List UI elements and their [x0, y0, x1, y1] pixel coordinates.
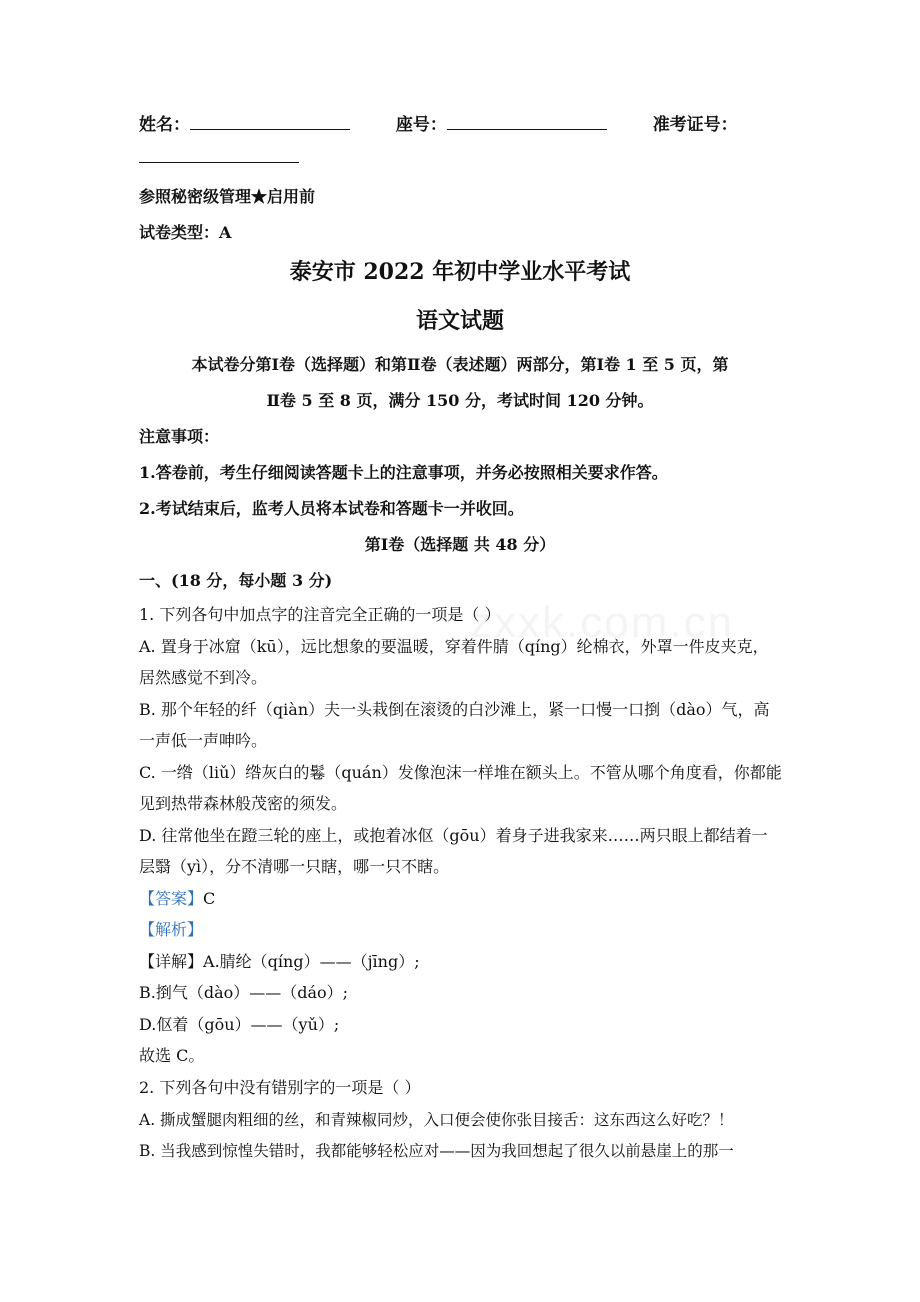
answer-value: C: [203, 889, 216, 908]
exam-id-blank: [139, 146, 299, 163]
q1-option-b-1: B. 那个年轻的纤（qiàn）夫一头栽倒在滚烫的白沙滩上，紧一口慢一口捯（dào）气，高: [139, 700, 770, 719]
q1-stem: 1. 下列各句中加点字的注音完全正确的一项是（ ）: [139, 605, 501, 624]
q1-answer-row: [139, 888, 781, 910]
analysis-tag: 【解析】: [139, 920, 204, 939]
detail-row: [139, 951, 781, 973]
notes-heading: 注意事项：: [139, 427, 220, 446]
intro-line-2: Ⅱ卷 5 至 8 页，满分 150 分，考试时间 120 分钟。: [266, 391, 654, 410]
exam-subtitle: 语文试题: [415, 308, 504, 334]
notes-item-2: 2.考试结束后，监考人员将本试卷和答题卡一并收回。: [139, 499, 524, 518]
exam-id-row: [139, 146, 781, 169]
q1-option-d-2: 层翳（yì），分不清哪一只瞎，哪一只不瞎。: [139, 857, 450, 876]
q2-stem: 2. 下列各句中没有错别字的一项是（ ）: [139, 1078, 421, 1097]
q1-option-b-2: 一声低一声呻吟。: [139, 731, 268, 750]
q1-option-d-1: D. 往常他坐在蹬三轮的座上，或抱着冰伛（gōu）着身子进我家来……两只眼上都结着一: [139, 826, 768, 845]
section-title: 第Ⅰ卷（选择题 共 48 分）: [364, 535, 556, 554]
q1-option-c-2: 见到热带森林般茂密的须发。: [139, 794, 348, 813]
detail-line-2: B.捯气（dào）——（dáo）;: [139, 983, 349, 1002]
student-info-row: [139, 113, 781, 136]
intro-line-1: 本试卷分第Ⅰ卷（选择题）和第Ⅱ卷（表述题）两部分，第Ⅰ卷 1 至 5 页，第: [191, 355, 729, 374]
q1-option-a-1: A. 置身于冰窟（kū），远比想象的要温暖，穿着件腈（qíng）纶棉衣，外罩一件皮夹克，: [139, 637, 769, 656]
name-label: 姓名：: [139, 115, 190, 135]
answer-tag: 【答案】: [139, 889, 204, 908]
seat-blank: [447, 113, 607, 130]
q1-option-a-2: 居然感觉不到冷。: [139, 668, 268, 687]
q1-conclusion: 故选 C。: [139, 1046, 205, 1065]
confidential-note: 参照秘密级管理★启用前: [139, 187, 316, 206]
seat-label: 座号：: [395, 115, 447, 135]
exam-id-label: 准考证号：: [652, 115, 738, 135]
q2-option-b: B. 当我感到惊惶失错时，我都能够轻松应对——因为我回想起了很久以前悬崖上的那一: [139, 1142, 734, 1160]
name-blank: [190, 113, 350, 130]
paper-type: 试卷类型：A: [139, 223, 232, 242]
watermark: zxxk.com.cn: [470, 598, 735, 647]
q1-option-c-1: C. 一绺（liǔ）绺灰白的鬈（quán）发像泡沫一样堆在额头上。不管从哪个角度看，你都能: [139, 763, 782, 782]
notes-item-1: 1.答卷前，考生仔细阅读答题卡上的注意事项，并务必按照相关要求作答。: [139, 463, 668, 482]
q2-option-a: A. 撕成蟹腿肉粗细的丝，和青辣椒同炒，入口便会使你张目接舌：这东西这么好吃？！: [139, 1111, 734, 1129]
detail-tag: 【详解】: [139, 952, 204, 971]
part-heading: 一、(18 分，每小题 3 分): [139, 571, 333, 590]
detail-line-1: A.腈纶（qíng）——（jīng）;: [203, 952, 420, 971]
detail-line-3: D.伛着（gōu）——（yǔ）;: [139, 1015, 340, 1034]
exam-title: 泰安市 2022 年初中学业水平考试: [289, 259, 631, 285]
